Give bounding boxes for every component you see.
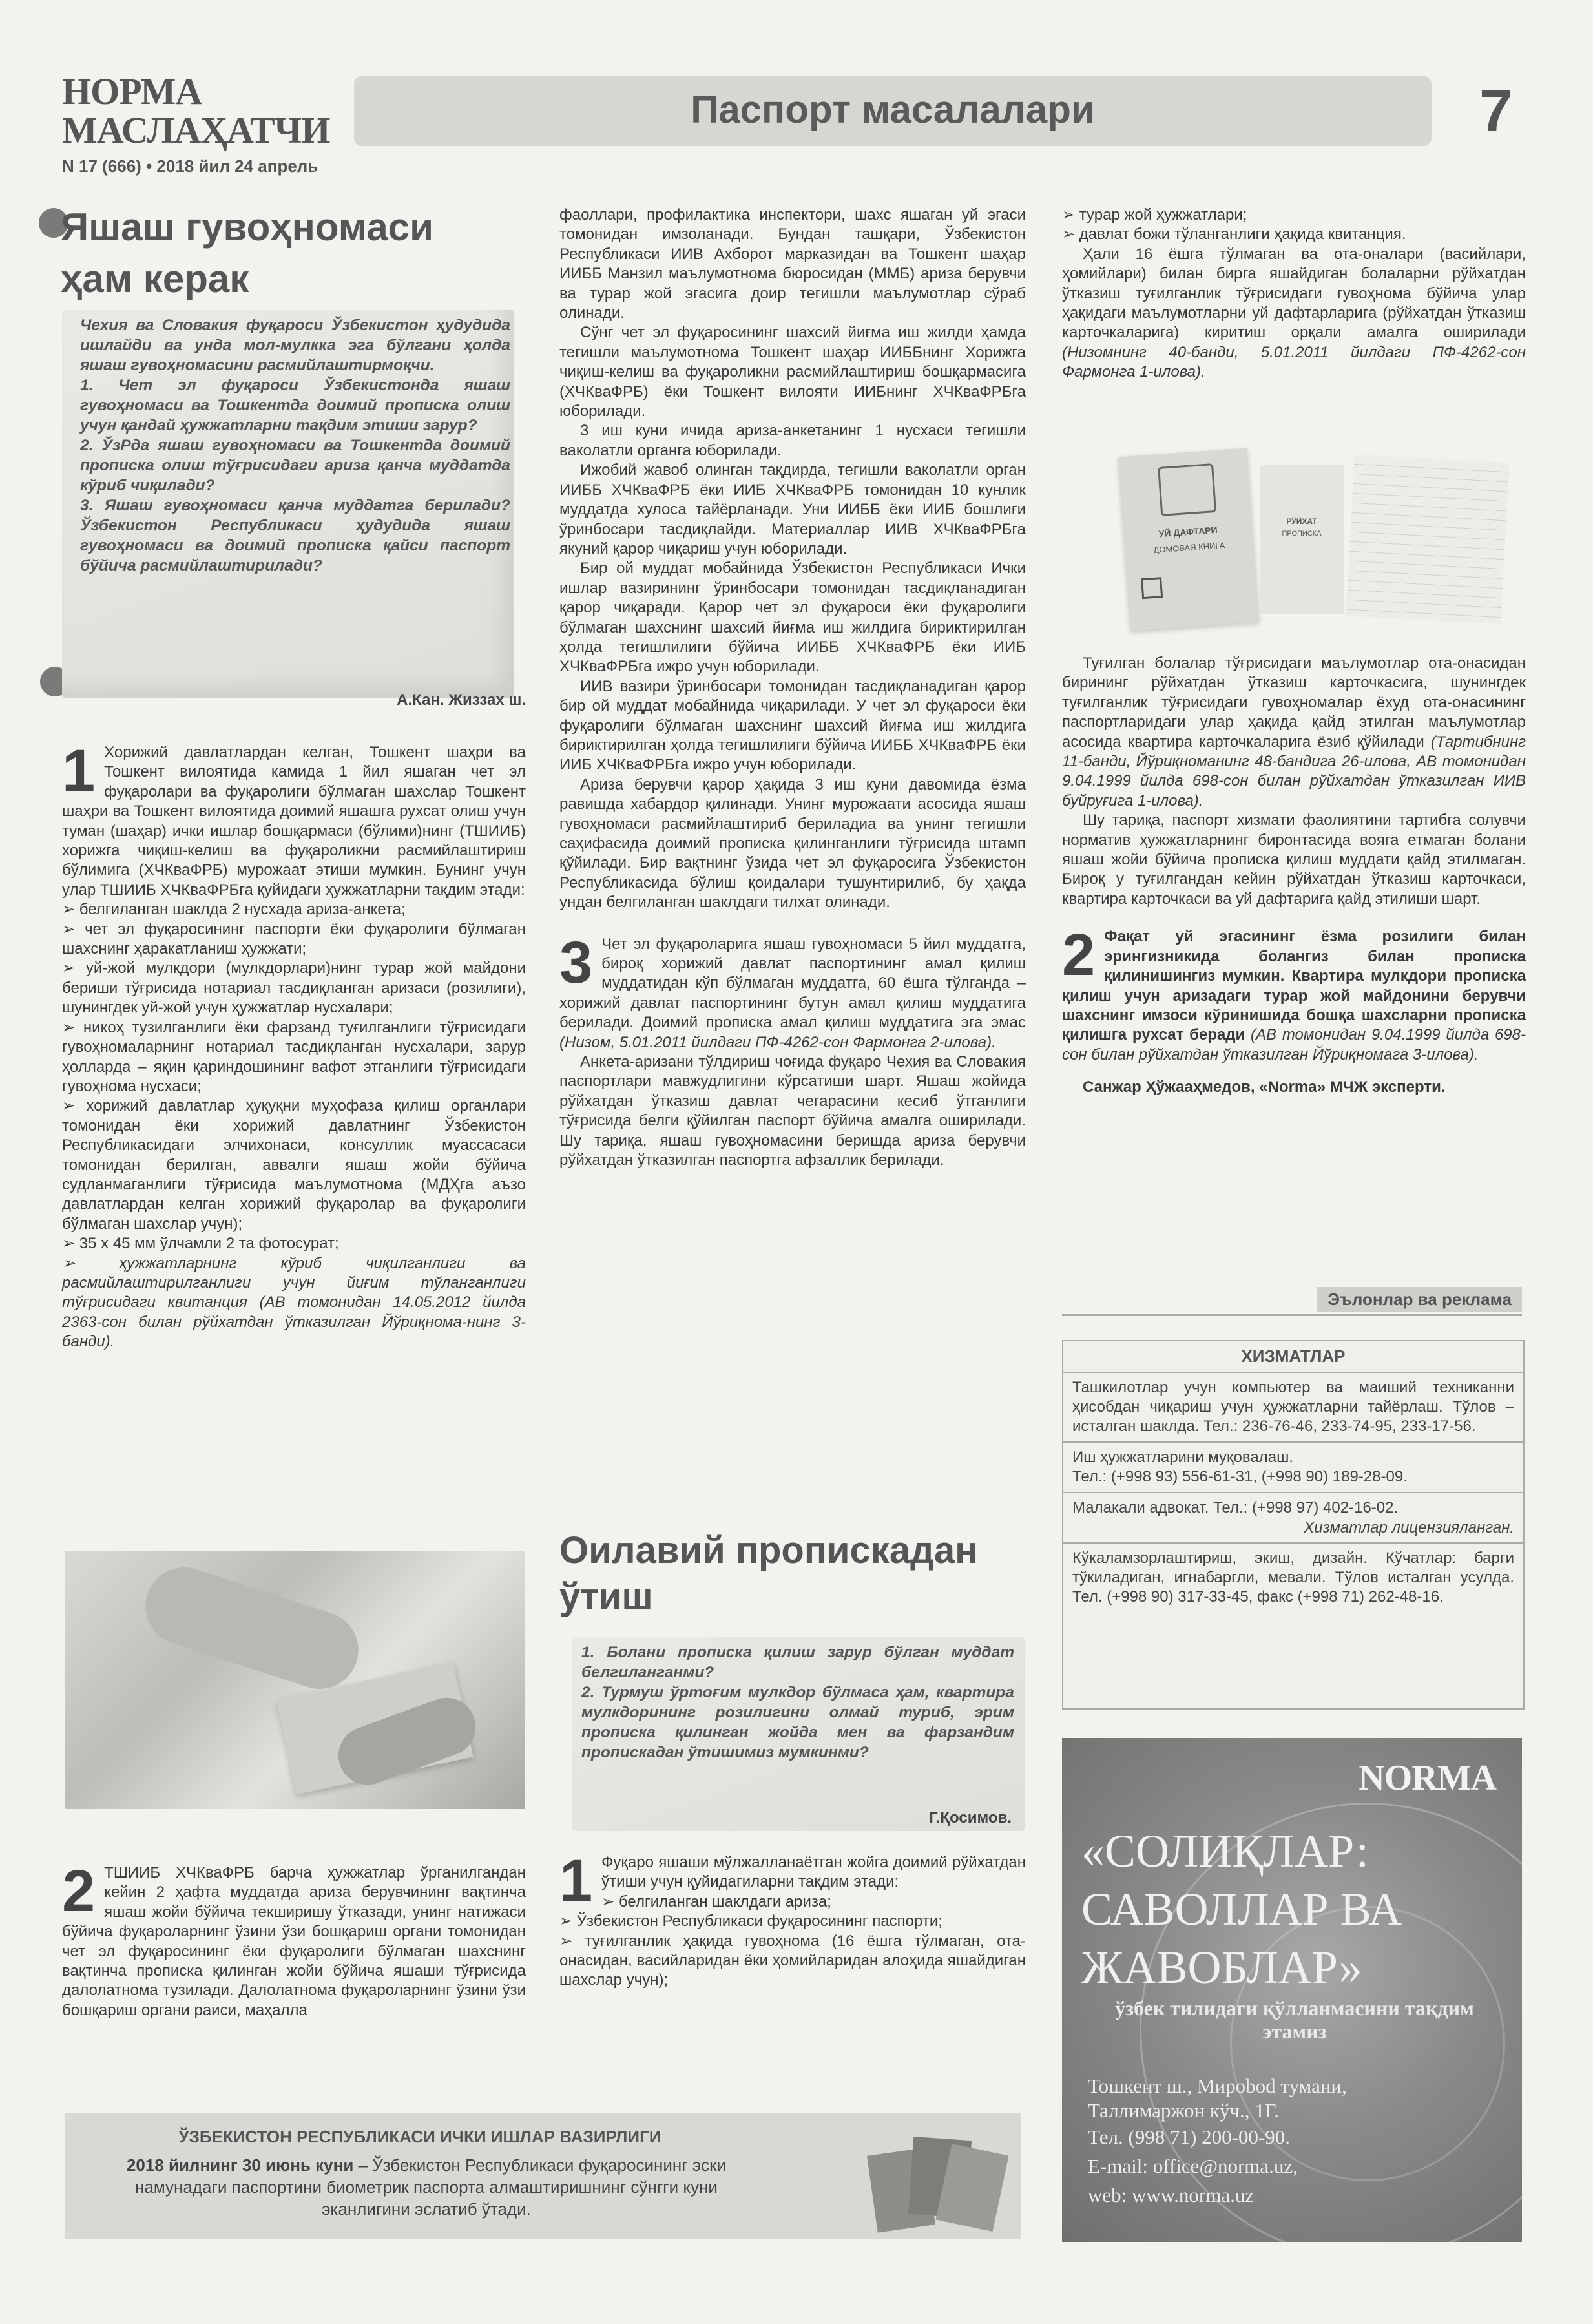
ad-item: Кўкаламзорлаштириш, экиш, дизайн. Кўчатлар: барги тўкиладиган, игнабаргли, мевали. Тўлов исталган усулда. Тел. (+998 90) 317-33-45, факс (+998 71) 262-48-16.: [1063, 1542, 1523, 1612]
article1-answer3: Чет эл фуқароларига яшаш гувоҳномаси 5 йил муддатга, бироқ хорижий давлат паспортининг амал қилиш муддатидан кўп бўлмаган муддатга, 60 ёшга тўлганда – хорижий давлат паспортининг бутун амал қилиш муддатига берилади. Доимий прописка амал қилиш муддатига эга эмас: [559, 935, 1026, 1032]
paragraph: Ижобий жавоб олинган тақдирда, тегишли ваколатли орган ИИББ ХЧКваФРБ ёки ИИБ ХЧКваФРБ томонидан 10 кунлик муддатда хулоса тайёрланади. Уни ИИББ ёки ИИБ бошлиғи ўринбосари тасдиқлайди. Материаллар ИИВ ХЧКваФРБга якуний қарор чиқариш учун юборилади.: [559, 461, 1026, 558]
paragraph: 3 иш куни ичида ариза-анкетанинг 1 нусхаси тегишли ваколатли органга юборилади.: [559, 422, 1026, 459]
legal-reference: (АВ томонидан 9.04.1999 йилда 698-сон билан рўйхатдан ўтказилган Йўриқномага 3-илова).: [1062, 1026, 1526, 1063]
answer-number: 3: [559, 929, 593, 996]
list-item: ➢ турар жой ҳужжатлари;: [1062, 205, 1526, 225]
list-item: ➢ туғилганлик ҳақида гувоҳнома (16 ёшга тўлмаган, ота-онасидан, васийларидан ёки ҳомийларидан алоҳида яшайдиган шахслар учун);: [559, 1932, 1026, 1991]
registration-form: РЎЙХАТ ПРОПИСКА: [1260, 465, 1344, 614]
legal-reference: (Тартибнинг 11-банди, Йўриқноманинг 48-бандига 26-илова, АВ томонидан 9.04.1999 йилда 698-сон билан рўйхатдан ўтказилган ИИВ буйруғига 1-илова).: [1062, 733, 1526, 810]
column-2: [559, 205, 1026, 1171]
paragraph: фаоллари, профилактика инспектори, шахс яшаган уй эгаси томонидан имзоланади. Бундан ташқари, Ўзбекистон Республикаси ИИВ Ахборот марказидан ва Тошкент шаҳар ИИББ Манзил маълумотнома бюросидан (ММБ) ариза берувчи ва турар жой эгасига доир тегишли маълумотлар сўраб олинади.: [559, 206, 1026, 322]
license-note: Хизматлар лицензияланган.: [1304, 1519, 1514, 1536]
list-item: ➢ чет эл фуқаросининг паспорти ёки фуқаролиги бўлмаган шахснинг ҳаракатланиш ҳужжати;: [62, 920, 526, 959]
services-title: ХИЗМАТЛАР: [1241, 1346, 1346, 1366]
legal-reference: (Низом, 5.01.2011 йилдаги ПФ-4262-сон Фармонга 2-илова).: [559, 1033, 996, 1051]
list-item: ➢ белгиланган шаклдаги ариза;: [559, 1892, 1026, 1912]
list-item: ➢ Ўзбекистон Республикаси фуқаросининг паспорти;: [559, 1912, 1026, 1931]
issue-info: N 17 (666) • 2018 йил 24 апрель: [62, 156, 318, 176]
house-book-image: [1098, 446, 1512, 640]
ads-tab-label: Эълонлар ва реклама: [1317, 1287, 1522, 1312]
norma-logo: NORMA: [1359, 1758, 1496, 1798]
column-3-middle: [1062, 654, 1526, 1098]
masthead: [62, 72, 340, 176]
article1-question-signature: А.Кан. Жиззах ш.: [397, 691, 526, 709]
ad-item: Иш ҳужжатларини муқовалаш. Тел.: (+998 93) 556-61-31, (+998 90) 189-28-09.: [1063, 1441, 1523, 1492]
answer-number: 1: [62, 738, 96, 804]
author-signature: Санжар Ҳўжааҳмедов, «Norma» МЧЖ эксперти.: [1083, 1078, 1446, 1096]
promo-phone: Тел. (998 71) 200-00-90.: [1088, 2126, 1291, 2148]
ad-item: Ташкилотлар учун компьютер ва маиший техниканни ҳисобдан чиқариш учун ҳужжатларни тайёрлаш. Тўлов – исталган шаклда. Тел.: 236-76-46, 233-74-95, 233-17-56.: [1063, 1372, 1523, 1441]
paragraph: Бир ой муддат мобайнида Ўзбекистон Республикаси Ички ишлар вазирининг ўринбосари томонидан тасдиқланадиган қарор чиқаради. Қарор чет эл фуқароси ёки фуқаролиги бўлмаган шахснинг шахсий йиғма иш жилдига бириктирилган ҳолда тегишлилиги бўйича ИИББ ХЧКваФРБ ёки ИИБ ХЧКваФРБга ижро учун юборилади.: [559, 560, 1026, 676]
ads-tab: [1062, 1284, 1522, 1316]
section-title: Паспорт масалалари: [691, 88, 1095, 131]
list-item: ➢ никоҳ тузилганлиги ёки фарзанд туғилганлиги тўғрисидаги гувоҳномаларнинг нотариал тасдиқланган нусхалари, зарур ҳолларда – яқин қариндошининг вафот этганлиги тўғрисидаги гувоҳнома нусхаси;: [62, 1018, 526, 1097]
article1-question: Чехия ва Словакия фуқароси Ўзбекистон ҳудудида ишлайди ва унда мол-мулкка эга бўлгани ҳолда яшаш гувоҳномасини расмийлаштирмоқчи. 1. Чет эл фуқароси Ўзбекистонда яшаш гувоҳномаси ва Тошкентда доимий прописка олиш учун қандай ҳужжатларни тақдим этиши зарур? 2. ЎзРда яшаш гувоҳномаси ва Тошкентда доимий прописка олиш тўғрисидаги ариза қанча муддатда кўриб чиқилади? 3. Яшаш гувоҳномаси қанча муддатга берилади? Ўзбекистон Республикаси ҳудудида яшаш гувоҳномаси ва доимий прописка қайси паспорт бўйича расмийлаштирилади?: [80, 317, 510, 574]
article1-title: Яшаш гувоҳномаси ҳам керак: [61, 205, 433, 300]
promo-address: Тошкент ш., Мирobod тумани, Таллимаржон кўч., 1Г.: [1088, 2075, 1347, 2122]
promo-web: web: www.norma.uz: [1088, 2184, 1255, 2206]
column-2-bottom: [559, 1848, 1026, 1991]
paragraph: Шу тариқа, паспорт хизмати фаолиятини тартибга солувчи норматив ҳужжатларнинг биронтасида вояга етмаган болани яшаш жойи бўйича прописка қилиш муддати қайд этилмаган. Бироқ у туғилгандан кейин рўйхатдан ўтказиш карточкаси, квартира карточкаси ва уй дафтарига қайд этилиши шарт.: [1062, 811, 1526, 908]
ad-item: Малакали адвокат. Тел.: (+998 97) 402-16-02.: [1063, 1492, 1523, 1518]
notice-text: [116, 2154, 736, 2220]
paragraph: Сўнг чет эл фуқаросининг шахсий йиғма иш жилди ҳамда тегишли маълумотнома Тошкент шаҳар ИИББнинг Хорижга чиқиш-келиш ва фуқароликни расмийлаштириш бошқармасига (ХЧКваФРБ) ёки Тошкент вилояти ИИБнинг ХЧКваФРБга юборилади.: [559, 324, 1026, 421]
hands-with-documents-photo: [65, 1551, 525, 1809]
column-3-top: [1062, 205, 1526, 382]
article2-answer2: Фақат уй эгасининг ёзма розилиги билан эрингизникида болангиз билан прописка қилинишингиз мумкин. Квартира мулкдори прописка қилиш учун аризадаги турар жой майдонини берувчи шахснинг имзоси кўринишида бошқа шахсларни прописка қилишга рухсат беради: [1062, 928, 1526, 1044]
column-1-bottom: [62, 1858, 526, 2020]
paragraph: ИИВ вазири ўринбосари томонидан тасдиқланадиган қарор бир ой муддат мобайнида чиқарилади. У чет эл фуқароси ёки фуқаролиги бўлмаган шахснинг шахсий йиғма иш жилдига бириктирилган ҳолда тегишлилиги бўйича ИИББ ХЧКваФРБ ёки ИИБ ХЧКваФРБга ижро учун юборилади.: [559, 677, 1026, 774]
article1-answer2: ТШИИБ ХЧКваФРБ барча ҳужжатлар ўрганилгандан кейин 2 ҳафта муддатда ариза берувчининг вақтинча яшаш жойи бўйича текширишу ўтказади, унинг натижаси бўйича фуқароларнинг ўзини ўзи бошқариш органи томонидан чет эл фуқаросининг ёки фуқаролиги бўлмаган шахснинг вақтинча прописка қилинган жойи бўйича яшаши тўғрисида далолатнома тузилади. Далолатнома фуқароларнинг ўзини ўзи бошқариш органи раиси, маҳалла: [62, 1864, 526, 2019]
notice-title: ЎЗБЕКИСТОН РЕСПУБЛИКАСИ ИЧКИ ИШЛАР ВАЗИРЛИГИ: [178, 2127, 661, 2146]
page-number: 7: [1479, 78, 1513, 144]
answer-number: 2: [1062, 922, 1096, 989]
article2-title: Оилавий пропискадан ўтиш: [559, 1529, 978, 1618]
list-item: ➢ 35 х 45 мм ўлчамли 2 та фотосурат;: [62, 1234, 526, 1253]
form-sheet: [1346, 455, 1510, 624]
paper-name: НОРМА МАСЛАҲАТЧИ: [62, 70, 330, 151]
notice-date: 2018 йилнинг 30 июнь куни: [126, 2155, 354, 2175]
list-item: ➢ уй-жой мулкдори (мулкдорлари)нинг турар жой майдони бериши тўғрисида нотариал тасдиқланган аризаси (розилиги), шунингдек уй-жой учун ҳужжатлар нусхалари;: [62, 959, 526, 1018]
column-1-top: [62, 738, 526, 1352]
list-item: ➢ хорижий давлатлар ҳуқуқни муҳофаза қилиш органлари томонидан ёки хорижий давлатнинг Ўзбекистон Республикасидаги элчихонаси, консуллик муассасаси томонидан берилган, аввалги яшаш жойи бўйича судланмаганлиги тўғрисида маълумотнома (МДҲга аъзо давлатлардан келган хорижий фуқаролар ва фуқаролиги бўлмаган шахслар учун);: [62, 1096, 526, 1234]
ministry-notice: [65, 2113, 1021, 2239]
list-item: ➢ белгиланган шаклда 2 нусхада ариза-анкета;: [62, 900, 526, 919]
house-book-cover: УЙ ДАФТАРИ ДОМОВАЯ КНИГА: [1118, 448, 1259, 631]
list-item: ➢ ҳужжатларнинг кўриб чиқилганлиги ва расмийлаштирилганлиги учун йиғим тўланганлиги тўғрисидаги квитанция (АВ томонидан 14.05.2012 йилда 2363-сон билан рўйхатдан ўтказилган Йўриқнома-нинг 3-банди).: [62, 1254, 526, 1352]
legal-reference: (Низомнинг 40-банди, 5.01.2011 йилдаги ПФ-4262-сон Фармонга 1-илова).: [1062, 343, 1526, 381]
paragraph: Ҳали 16 ёшга тўлмаган ва ота-оналари (васийлари, ҳомийлари) билан бирга яшайдиган болаларни рўйхатдан ўтказиш туғилганлик тўғрисидаги гувоҳнома бўйича улар ҳақидаги маълумотларни уй дафтарларига (рўйхатдан ўтказиш карточкаларига) киритиш орқали амалга оширилади: [1062, 245, 1526, 342]
paragraph: Туғилган болалар тўғрисидаги маълумотлар ота-онасидан бирининг рўйхатдан ўтказиш карточкасига, шунингдек туғилганлик тўғрисидаги гувоҳномалар ёхуд ота-онасининг паспортларидаги улар ҳақида қайд этилган маълумотлар асосида квартира карточкаларига ёзиб қўйилади: [1062, 654, 1526, 751]
article2-answer1: Фуқаро яшаши мўлжалланаётган жойга доимий рўйхатдан ўтиши учун қуйидагиларни тақдим этади:: [601, 1854, 1026, 1891]
paragraph: Ариза берувчи қарор ҳақида 3 иш куни давомида ёзма равишда хабардор қилинади. Унинг мурожаати асосида яшаш гувоҳномаси расмийлаштириб бериладиа ва унинг тегишли саҳифасида доимий прописка қилинганлиги тўғрисида штамп қўйилади. Бир вақтнинг ўзида чет эл фуқаросига Ўзбекистон Республикасида бўлиш қоидалари тушунтирилиб, бу ҳақда ундан белгиланган шаклдаги тилхат олинади.: [559, 775, 1026, 912]
passports-image: [872, 2132, 1001, 2229]
article2-question-signature: Г.Қосимов.: [929, 1809, 1012, 1827]
promo-banner: [1062, 1738, 1522, 2242]
notice-body: – Ўзбекистон Республикаси фуқаросининг эски намунадаги паспортини биометрик паспорта алмаштиришнинг сўнгги куни эканлигини эслатиб ўтади.: [135, 2155, 727, 2219]
answer-number: 1: [559, 1848, 593, 1914]
article2-question: 1. Болани прописка қилиш зарур бўлган муддат белгиланганми? 2. Турмуш ўртоғим мулкдор бўлмаса ҳам, квартира мулкдорининг розилигини олмай туриб, эрим прописка қилинган жойда мен ва фарзандим пропискадан ўтишимиз мумкинми?: [581, 1644, 1014, 1761]
promo-email: E-mail: office@norma.uz,: [1088, 2155, 1298, 2177]
article1-answer1: Хорижий давлатлардан келган, Тошкент шаҳри ва Тошкент вилоятида камида 1 йил яшаган чет эл фуқаролари ва фуқаролиги бўлмаган шахслар Тошкент шаҳри ва Тошкент вилоятида доимий яшашга рухсат олиш учун туман (шаҳар) ички ишлар бошқармаси (бўлими)нинг (ТШИИБ) хорижга чиқиш-келиш ва фуқароликни расмийлаштириш бўлимига (ХЧКваФРБ) мурожаат этиши мумкин. Бунинг учун улар ТШИИБ ХЧКваФРБга қуйидаги ҳужжатларни тақдим этади:: [62, 744, 526, 899]
paragraph: Анкета-аризани тўлдириш чоғида фуқаро Чехия ва Словакия паспортлари мавжудлигини кўрсатиши шарт. Яшаш жойида рўйхатдан ўтказиш давлат чегарасини кесиб ўтганлиги тўғрисида белги қўйилган паспорт бўйича амалга оширилади. Шу тариқа, яшаш гувоҳномасини беришда ариза берувчи рўйхатдан ўтказилган паспортга афзаллик берилади.: [559, 1053, 1026, 1169]
promo-title: «СОЛИҚЛАР: САВОЛЛАР ВА ЖАВОБЛАР»: [1081, 1825, 1402, 1993]
promo-subtitle: ўзбек тилидаги қўлланмасини тақдим этамиз: [1115, 1996, 1474, 2043]
answer-number: 2: [62, 1858, 96, 1924]
list-item: ➢ давлат божи тўланганлиги ҳақида квитанция.: [1062, 225, 1526, 244]
services-box: [1062, 1340, 1525, 1710]
